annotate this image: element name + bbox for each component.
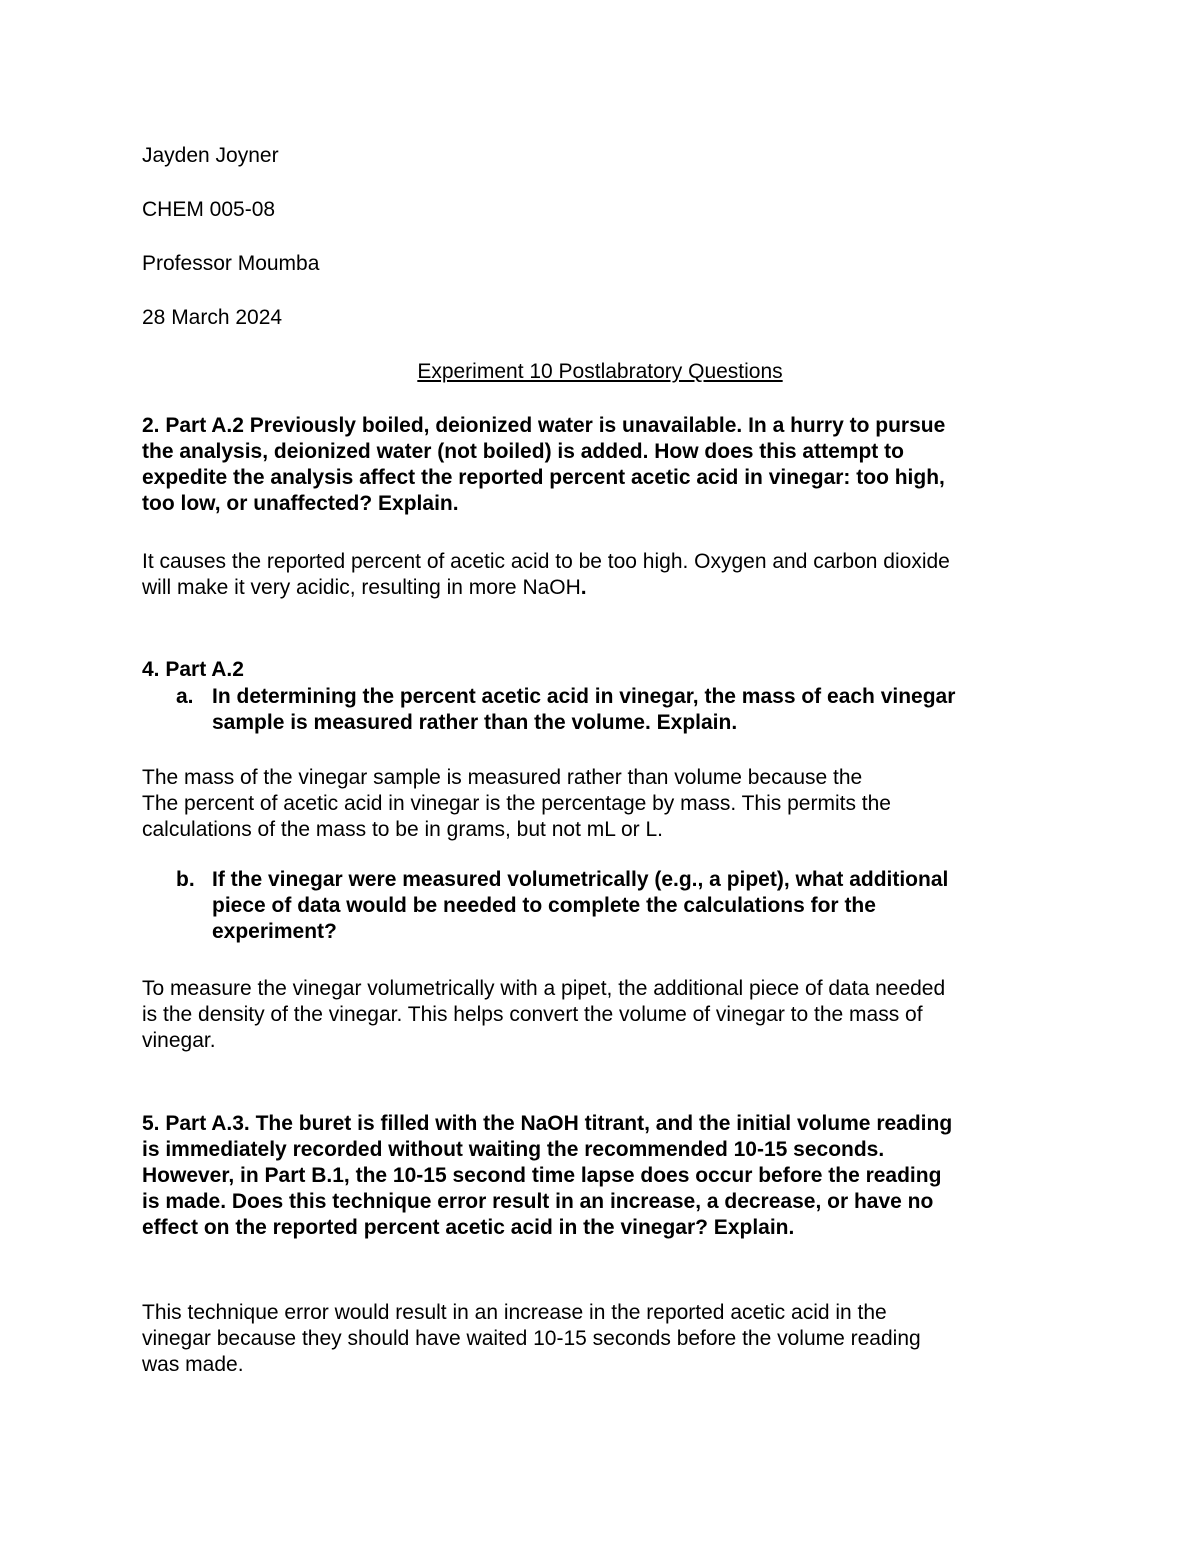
answer-text: will make it very acidic, resulting in more NaOH	[142, 576, 581, 599]
prompt-line: experiment?	[212, 920, 337, 943]
answer-line: vinegar.	[142, 1029, 216, 1052]
answer-line: It causes the reported percent of acetic acid to be too high. Oxygen and carbon dioxide	[142, 550, 950, 573]
list-marker: b.	[176, 868, 195, 891]
prompt-line: effect on the reported percent acetic acid in the vinegar? Explain.	[142, 1216, 795, 1239]
prompt-line: If the vinegar were measured volumetrically (e.g., a pipet), what additional	[212, 868, 949, 891]
prompt-line: is made. Does this technique error result in an increase, a decrease, or have no	[142, 1190, 934, 1213]
answer-line: To measure the vinegar volumetrically with a pipet, the additional piece of data needed	[142, 977, 946, 1000]
question-2-prompt	[142, 413, 1072, 517]
question-4a-answer	[142, 765, 1072, 843]
answer-line: vinegar because they should have waited 10-15 seconds before the volume reading	[142, 1327, 921, 1350]
prompt-line: the analysis, deionized water (not boiled) is added. How does this attempt to	[142, 440, 904, 463]
answer-line: was made.	[142, 1353, 244, 1376]
professor-name: Professor Moumba	[142, 252, 320, 275]
prompt-line: 5. Part A.3. The buret is filled with the NaOH titrant, and the initial volume reading	[142, 1112, 953, 1135]
question-5-prompt	[142, 1111, 1072, 1241]
answer-line: The percent of acetic acid in vinegar is the percentage by mass. This permits the	[142, 792, 891, 815]
prompt-line: is immediately recorded without waiting the recommended 10-15 seconds.	[142, 1138, 885, 1161]
course-code: CHEM 005-08	[142, 198, 276, 221]
question-4-heading	[142, 657, 1072, 683]
answer-line: The mass of the vinegar sample is measured rather than volume because the	[142, 766, 863, 789]
page-title: Experiment 10 Postlabratory Questions	[417, 360, 783, 383]
question-2-answer	[142, 549, 1072, 601]
answer-line: is the density of the vinegar. This helps convert the volume of vinegar to the mass of	[142, 1003, 923, 1026]
student-name: Jayden Joyner	[142, 144, 279, 167]
prompt-line: 2. Part A.2 Previously boiled, deionized water is unavailable. In a hurry to pursue	[142, 414, 946, 437]
prompt-line: expedite the analysis affect the reported percent acetic acid in vinegar: too high,	[142, 466, 945, 489]
answer-line	[142, 575, 1072, 601]
answer-line: calculations of the mass to be in grams, but not mL or L.	[142, 818, 663, 841]
prompt-line: In determining the percent acetic acid in vinegar, the mass of each vinegar	[212, 685, 956, 708]
prompt-line: sample is measured rather than the volume. Explain.	[212, 711, 738, 734]
sub-prompt-text	[212, 867, 1072, 945]
sub-prompt-text	[212, 684, 1072, 736]
prompt-line: too low, or unaffected? Explain.	[142, 492, 459, 515]
document-date: 28 March 2024	[142, 306, 283, 329]
heading-text: 4. Part A.2	[142, 658, 244, 681]
answer-period: .	[580, 576, 587, 599]
question-4b-answer	[142, 976, 1072, 1054]
prompt-line: piece of data would be needed to complete the calculations for the	[212, 894, 876, 917]
question-5-answer	[142, 1300, 1072, 1378]
prompt-line: However, in Part B.1, the 10-15 second time lapse does occur before the reading	[142, 1164, 942, 1187]
list-marker: a.	[176, 685, 194, 708]
answer-line: This technique error would result in an increase in the reported acetic acid in the	[142, 1301, 887, 1324]
